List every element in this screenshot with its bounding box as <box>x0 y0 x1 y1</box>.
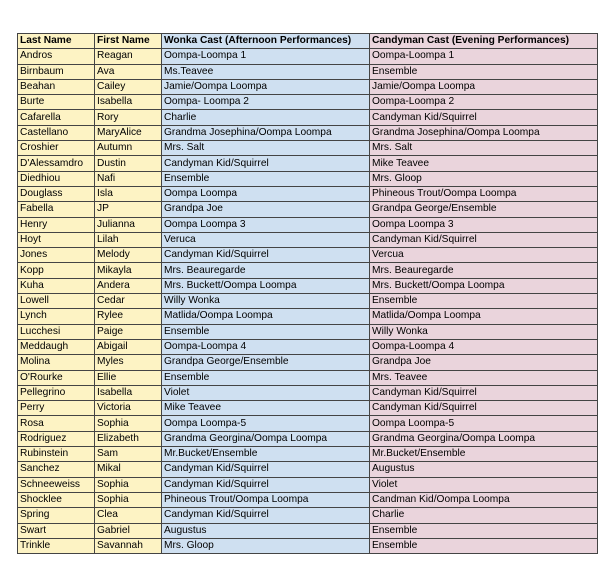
cell-candyman-role: Ensemble <box>370 294 598 309</box>
table-row <box>18 492 598 507</box>
cell-last-name: Trinkle <box>18 538 95 553</box>
table-row <box>18 125 598 140</box>
cell-candyman-role: Phineous Trout/Oompa Loompa <box>370 186 598 201</box>
table-row <box>18 278 598 293</box>
cell-last-name: O'Rourke <box>18 370 95 385</box>
cell-last-name: Birnbaum <box>18 64 95 79</box>
cell-last-name: Sanchez <box>18 462 95 477</box>
table-row <box>18 202 598 217</box>
table-row <box>18 431 598 446</box>
cell-first-name: Mikayla <box>95 263 162 278</box>
table-row <box>18 355 598 370</box>
table-row <box>18 477 598 492</box>
cell-candyman-role: Candyman Kid/Squirrel <box>370 110 598 125</box>
table-row <box>18 95 598 110</box>
cell-last-name: Fabella <box>18 202 95 217</box>
table-row <box>18 294 598 309</box>
cell-wonka-role: Ms.Teavee <box>162 64 370 79</box>
cell-candyman-role: Oompa-Loompa 4 <box>370 339 598 354</box>
table-row <box>18 447 598 462</box>
cell-candyman-role: Grandpa Joe <box>370 355 598 370</box>
cell-first-name: Mikal <box>95 462 162 477</box>
table-row <box>18 523 598 538</box>
header-last-name: Last Name <box>18 34 95 49</box>
cell-first-name: Elizabeth <box>95 431 162 446</box>
cell-candyman-role: Mrs. Teavee <box>370 370 598 385</box>
cell-first-name: Andera <box>95 278 162 293</box>
cell-wonka-role: Augustus <box>162 523 370 538</box>
cell-wonka-role: Ensemble <box>162 370 370 385</box>
cell-wonka-role: Candyman Kid/Squirrel <box>162 477 370 492</box>
cell-last-name: D'Alessamdro <box>18 156 95 171</box>
header-row <box>18 34 598 49</box>
cell-candyman-role: Candyman Kid/Squirrel <box>370 385 598 400</box>
cell-wonka-role: Mrs. Buckett/Oompa Loompa <box>162 278 370 293</box>
cell-wonka-role: Oompa-Loompa 4 <box>162 339 370 354</box>
cell-last-name: Shocklee <box>18 492 95 507</box>
cell-candyman-role: Mrs. Salt <box>370 141 598 156</box>
cell-candyman-role: Grandma Georgina/Oompa Loompa <box>370 431 598 446</box>
cell-candyman-role: Oompa-Loompa 2 <box>370 95 598 110</box>
cell-first-name: Ellie <box>95 370 162 385</box>
cell-last-name: Kopp <box>18 263 95 278</box>
cell-first-name: Savannah <box>95 538 162 553</box>
cell-first-name: Nafi <box>95 171 162 186</box>
cell-wonka-role: Oompa Loompa-5 <box>162 416 370 431</box>
cell-wonka-role: Candyman Kid/Squirrel <box>162 156 370 171</box>
table-row <box>18 263 598 278</box>
cell-wonka-role: Candyman Kid/Squirrel <box>162 508 370 523</box>
cell-last-name: Schneeweiss <box>18 477 95 492</box>
cell-last-name: Diedhiou <box>18 171 95 186</box>
cell-wonka-role: Veruca <box>162 232 370 247</box>
cell-wonka-role: Candyman Kid/Squirrel <box>162 462 370 477</box>
cell-wonka-role: Grandma Georgina/Oompa Loompa <box>162 431 370 446</box>
cell-wonka-role: Grandma Josephina/Oompa Loompa <box>162 125 370 140</box>
cell-first-name: Melody <box>95 248 162 263</box>
cell-last-name: Andros <box>18 49 95 64</box>
cell-wonka-role: Oompa Loompa 3 <box>162 217 370 232</box>
cell-wonka-role: Ensemble <box>162 171 370 186</box>
cell-first-name: Sophia <box>95 492 162 507</box>
header-wonka-cast: Wonka Cast (Afternoon Performances) <box>162 34 370 49</box>
cell-candyman-role: Oompa Loompa-5 <box>370 416 598 431</box>
cell-candyman-role: Mike Teavee <box>370 156 598 171</box>
cell-last-name: Hoyt <box>18 232 95 247</box>
table-row <box>18 462 598 477</box>
cell-last-name: Lynch <box>18 309 95 324</box>
cell-candyman-role: Augustus <box>370 462 598 477</box>
table-body <box>18 49 598 554</box>
cell-candyman-role: Oompa-Loompa 1 <box>370 49 598 64</box>
table-row <box>18 324 598 339</box>
cell-first-name: Isla <box>95 186 162 201</box>
cell-wonka-role: Jamie/Oompa Loompa <box>162 79 370 94</box>
cell-first-name: MaryAlice <box>95 125 162 140</box>
table-row <box>18 248 598 263</box>
cell-first-name: Isabella <box>95 385 162 400</box>
cell-first-name: Rylee <box>95 309 162 324</box>
cell-wonka-role: Oompa- Loompa 2 <box>162 95 370 110</box>
cell-wonka-role: Mr.Bucket/Ensemble <box>162 447 370 462</box>
cell-candyman-role: Ensemble <box>370 538 598 553</box>
cell-last-name: Spring <box>18 508 95 523</box>
table-row <box>18 538 598 553</box>
table-row <box>18 110 598 125</box>
table-row <box>18 171 598 186</box>
cast-list-table <box>17 33 598 554</box>
cell-last-name: Jones <box>18 248 95 263</box>
cell-first-name: Sophia <box>95 416 162 431</box>
cell-first-name: Paige <box>95 324 162 339</box>
table-row <box>18 217 598 232</box>
cell-last-name: Rubinstein <box>18 447 95 462</box>
cell-candyman-role: Mr.Bucket/Ensemble <box>370 447 598 462</box>
cell-first-name: Abigail <box>95 339 162 354</box>
cell-wonka-role: Oompa-Loompa 1 <box>162 49 370 64</box>
cell-candyman-role: Willy Wonka <box>370 324 598 339</box>
table-row <box>18 401 598 416</box>
cell-wonka-role: Phineous Trout/Oompa Loompa <box>162 492 370 507</box>
cell-first-name: Julianna <box>95 217 162 232</box>
cell-candyman-role: Jamie/Oompa Loompa <box>370 79 598 94</box>
cell-wonka-role: Ensemble <box>162 324 370 339</box>
cell-candyman-role: Violet <box>370 477 598 492</box>
cell-last-name: Croshier <box>18 141 95 156</box>
cell-first-name: Myles <box>95 355 162 370</box>
cell-last-name: Lowell <box>18 294 95 309</box>
cell-candyman-role: Oompa Loompa 3 <box>370 217 598 232</box>
cell-candyman-role: Matlida/Oompa Loompa <box>370 309 598 324</box>
cell-last-name: Douglass <box>18 186 95 201</box>
cell-last-name: Rodriguez <box>18 431 95 446</box>
cell-last-name: Rosa <box>18 416 95 431</box>
table-row <box>18 309 598 324</box>
cell-first-name: JP <box>95 202 162 217</box>
table-row <box>18 232 598 247</box>
table-row <box>18 370 598 385</box>
cell-first-name: Dustin <box>95 156 162 171</box>
table-row <box>18 385 598 400</box>
table-row <box>18 79 598 94</box>
cell-first-name: Cedar <box>95 294 162 309</box>
cell-candyman-role: Vercua <box>370 248 598 263</box>
cell-candyman-role: Mrs. Buckett/Oompa Loompa <box>370 278 598 293</box>
cell-last-name: Beahan <box>18 79 95 94</box>
cell-first-name: Victoria <box>95 401 162 416</box>
cell-candyman-role: Candyman Kid/Squirrel <box>370 232 598 247</box>
header-candyman-cast: Candyman Cast (Evening Performances) <box>370 34 598 49</box>
cell-last-name: Pellegrino <box>18 385 95 400</box>
cell-last-name: Burte <box>18 95 95 110</box>
table-row <box>18 508 598 523</box>
cell-last-name: Cafarella <box>18 110 95 125</box>
cell-candyman-role: Ensemble <box>370 64 598 79</box>
cell-candyman-role: Grandpa George/Ensemble <box>370 202 598 217</box>
cell-first-name: Lilah <box>95 232 162 247</box>
cell-last-name: Kuha <box>18 278 95 293</box>
cell-first-name: Reagan <box>95 49 162 64</box>
table-row <box>18 186 598 201</box>
cell-first-name: Gabriel <box>95 523 162 538</box>
cell-candyman-role: Grandma Josephina/Oompa Loompa <box>370 125 598 140</box>
cell-wonka-role: Grandpa George/Ensemble <box>162 355 370 370</box>
cell-candyman-role: Ensemble <box>370 523 598 538</box>
table-row <box>18 339 598 354</box>
cell-wonka-role: Violet <box>162 385 370 400</box>
cell-first-name: Sam <box>95 447 162 462</box>
cell-wonka-role: Matlida/Oompa Loompa <box>162 309 370 324</box>
cell-last-name: Henry <box>18 217 95 232</box>
table-row <box>18 416 598 431</box>
cell-wonka-role: Mike Teavee <box>162 401 370 416</box>
table-row <box>18 49 598 64</box>
cell-first-name: Autumn <box>95 141 162 156</box>
cell-first-name: Clea <box>95 508 162 523</box>
cell-candyman-role: Mrs. Beauregarde <box>370 263 598 278</box>
cell-wonka-role: Charlie <box>162 110 370 125</box>
cell-last-name: Lucchesi <box>18 324 95 339</box>
cell-last-name: Castellano <box>18 125 95 140</box>
cell-first-name: Isabella <box>95 95 162 110</box>
table-row <box>18 156 598 171</box>
cell-first-name: Ava <box>95 64 162 79</box>
cell-wonka-role: Grandpa Joe <box>162 202 370 217</box>
table-row <box>18 64 598 79</box>
cell-wonka-role: Mrs. Salt <box>162 141 370 156</box>
cell-last-name: Swart <box>18 523 95 538</box>
cell-last-name: Molina <box>18 355 95 370</box>
cell-candyman-role: Charlie <box>370 508 598 523</box>
cell-wonka-role: Oompa Loompa <box>162 186 370 201</box>
cell-first-name: Cailey <box>95 79 162 94</box>
cell-candyman-role: Mrs. Gloop <box>370 171 598 186</box>
header-first-name: First Name <box>95 34 162 49</box>
cell-candyman-role: Candman Kid/Oompa Loompa <box>370 492 598 507</box>
cell-wonka-role: Willy Wonka <box>162 294 370 309</box>
cell-last-name: Meddaugh <box>18 339 95 354</box>
cell-last-name: Perry <box>18 401 95 416</box>
cell-wonka-role: Mrs. Gloop <box>162 538 370 553</box>
table-row <box>18 141 598 156</box>
cell-first-name: Rory <box>95 110 162 125</box>
cell-first-name: Sophia <box>95 477 162 492</box>
cell-wonka-role: Candyman Kid/Squirrel <box>162 248 370 263</box>
cell-wonka-role: Mrs. Beauregarde <box>162 263 370 278</box>
cell-candyman-role: Candyman Kid/Squirrel <box>370 401 598 416</box>
